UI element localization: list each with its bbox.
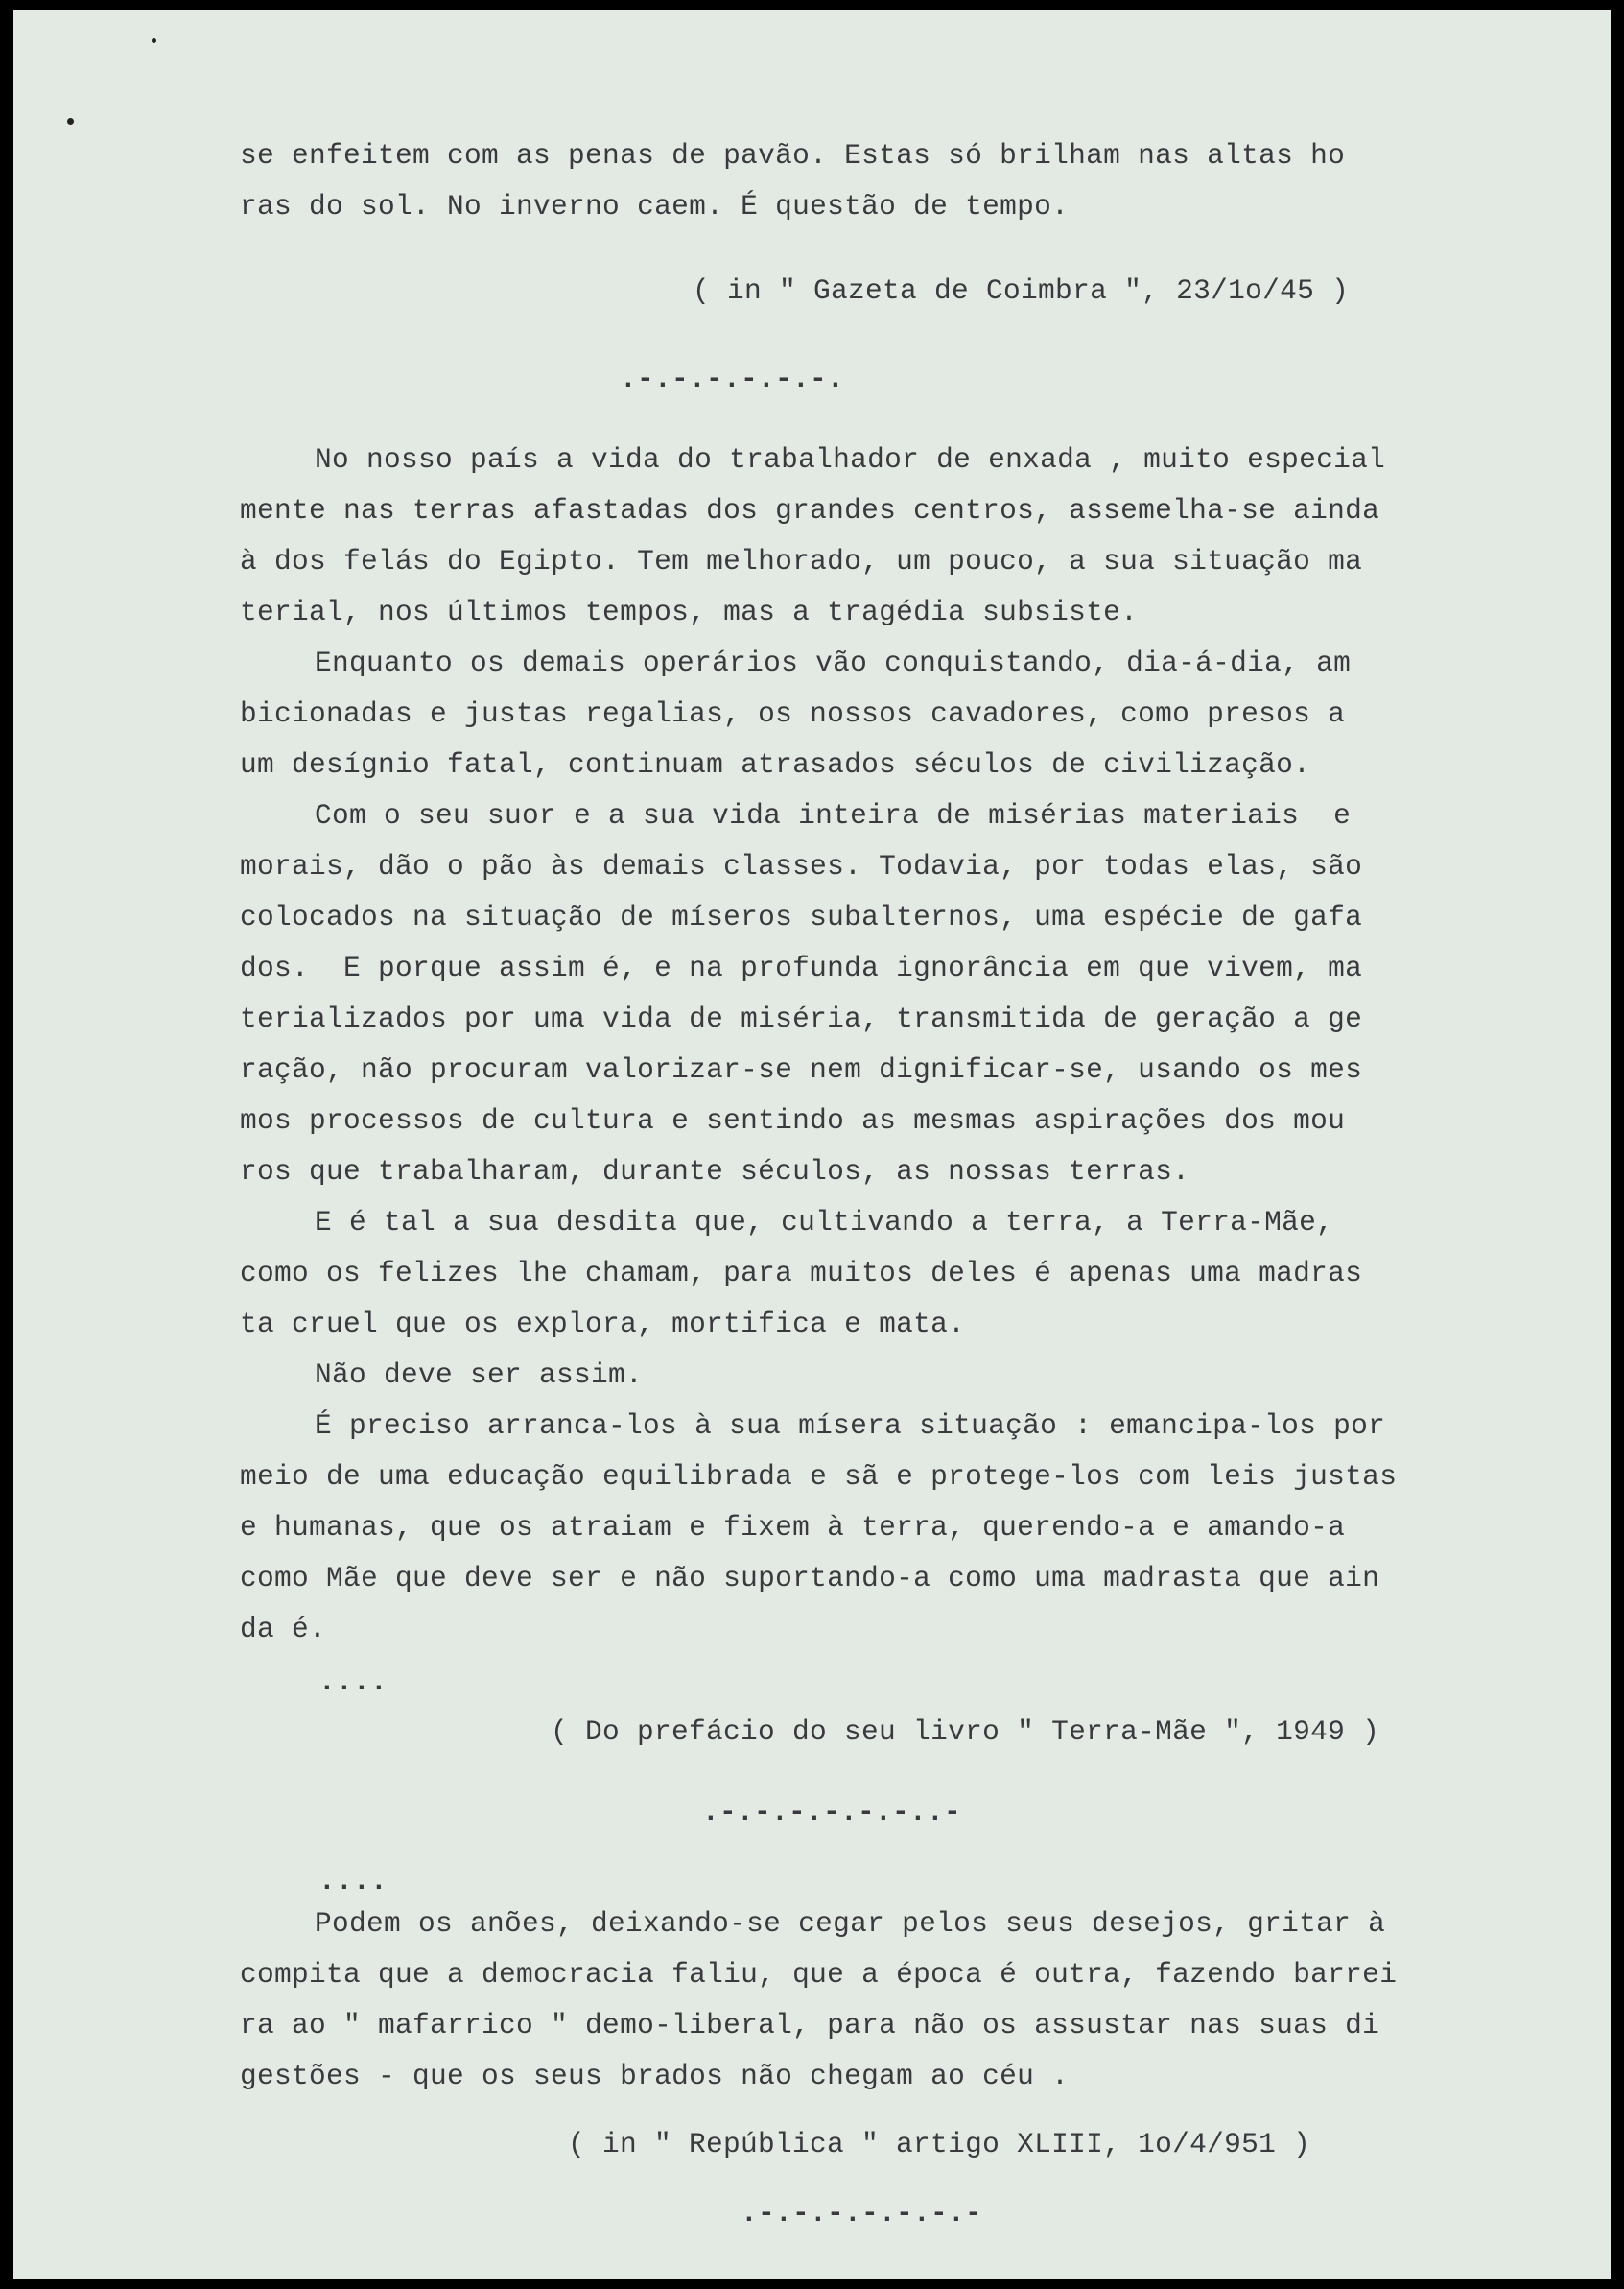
text-line: Enquanto os demais operários vão conquistando, dia-á-dia, am (315, 647, 1352, 679)
citation: ( Do prefácio do seu livro " Terra-Mãe ", 1949 ) (551, 1715, 1380, 1748)
text-line: Não deve ser assim. (315, 1358, 644, 1391)
text-line: ros que trabalharam, durante séculos, as nossas terras. (240, 1155, 1190, 1188)
citation: ( in " República " artigo XLIII, 1o/4/951 ) (568, 2128, 1311, 2160)
ellipsis: .... (318, 1865, 388, 1898)
citation: ( in " Gazeta de Coimbra ", 23/1o/45 ) (693, 274, 1350, 307)
ink-speck (152, 38, 156, 43)
text-line: gestões - que os seus brados não chegam ao céu . (240, 2060, 1070, 2092)
text-line: E é tal a sua desdita que, cultivando a terra, a Terra-Mãe, (315, 1206, 1334, 1239)
text-line: mente nas terras afastadas dos grandes centros, assemelha-se ainda (240, 494, 1380, 527)
text-line: se enfeitem com as penas de pavão. Estas só brilham nas altas ho (240, 139, 1346, 172)
text-line: bicionadas e justas regalias, os nossos cavadores, como presos a (240, 697, 1346, 730)
separator: .-.-.-.-.-.-..- (702, 1796, 962, 1829)
text-line: Podem os anões, deixando-se cegar pelos seus desejos, gritar à (315, 1907, 1386, 1940)
text-line: É preciso arranca-los à sua mísera situação : emancipa-los por (315, 1409, 1386, 1442)
text-line: compita que a democracia faliu, que a época é outra, fazendo barrei (240, 1958, 1398, 1991)
text-line: ras do sol. No inverno caem. É questão de tempo. (240, 190, 1070, 223)
text-line: mos processos de cultura e sentindo as mesmas aspirações dos mou (240, 1104, 1346, 1137)
text-line: ração, não procuram valorizar-se nem dignificar-se, usando os mes (240, 1053, 1363, 1086)
text-line: terializados por uma vida de miséria, transmitida de geração a ge (240, 1003, 1363, 1035)
text-line: terial, nos últimos tempos, mas a tragédia subsiste. (240, 596, 1139, 628)
text-line: morais, dão o pão às demais classes. Todavia, por todas elas, são (240, 850, 1363, 883)
text-line: colocados na situação de míseros subalternos, uma espécie de gafa (240, 901, 1363, 933)
separator: .-.-.-.-.-.-. (620, 363, 845, 395)
ellipsis: .... (318, 1665, 388, 1698)
text-line: Com o seu suor e a sua vida inteira de misérias materiais e (315, 799, 1352, 832)
separator: .-.-.-.-.-.-.- (741, 2197, 983, 2230)
text-line: dos. E porque assim é, e na profunda ignorância em que vivem, ma (240, 952, 1363, 984)
text-line: ra ao " mafarrico " demo-liberal, para não os assustar nas suas di (240, 2009, 1380, 2041)
text-line: à dos felás do Egipto. Tem melhorado, um pouco, a sua situação ma (240, 545, 1363, 578)
text-line: meio de uma educação equilibrada e sã e protege-los com leis justas (240, 1460, 1398, 1493)
text-line: como Mãe que deve ser e não suportando-a como uma madrasta que ain (240, 1562, 1380, 1594)
text-line: como os felizes lhe chamam, para muitos deles é apenas uma madras (240, 1257, 1363, 1289)
text-line: um desígnio fatal, continuam atrasados séculos de civilização. (240, 748, 1311, 781)
ink-speck (67, 118, 74, 125)
text-line: e humanas, que os atraiam e fixem à terra, querendo-a e amando-a (240, 1511, 1346, 1544)
text-line: da é. (240, 1613, 327, 1645)
text-line: ta cruel que os explora, mortifica e mata. (240, 1308, 966, 1340)
text-line: No nosso país a vida do trabalhador de enxada , muito especial (315, 443, 1386, 476)
document-page (13, 10, 1611, 2279)
